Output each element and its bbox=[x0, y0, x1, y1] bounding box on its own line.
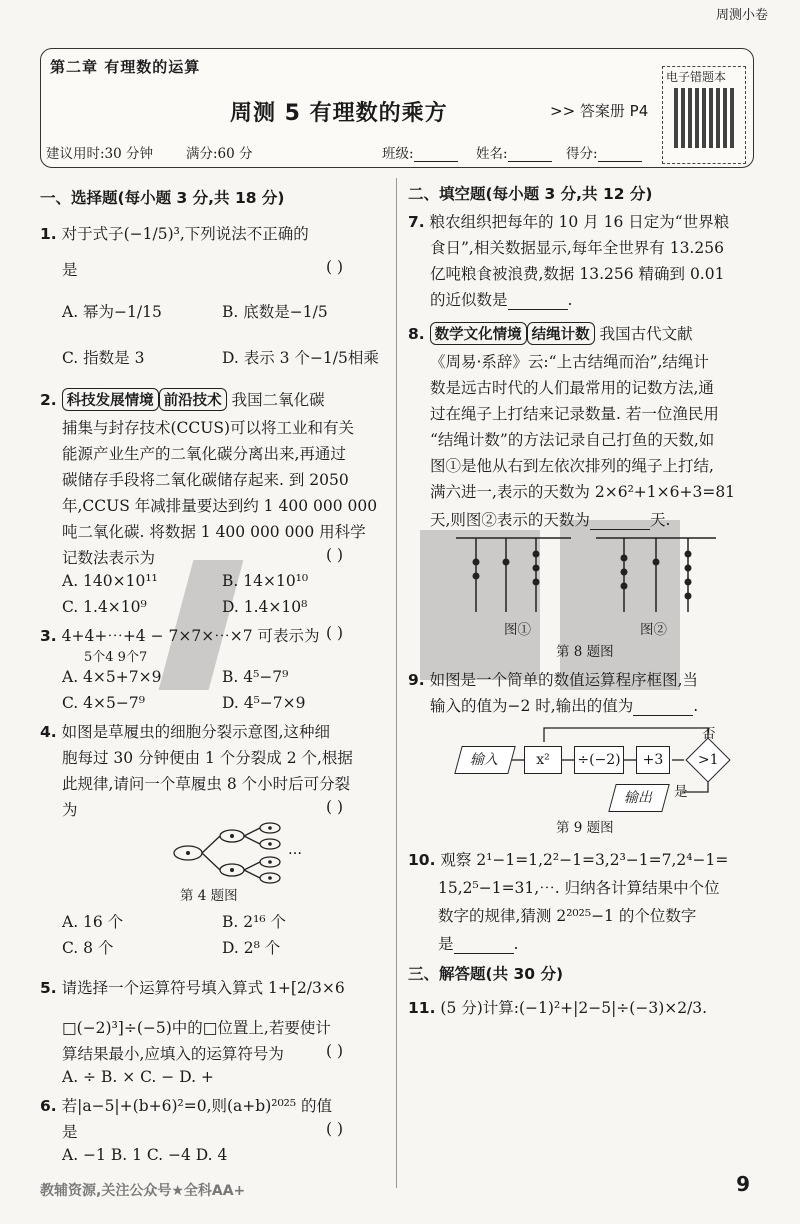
q3-option-d[interactable]: D. 4⁵−7×9 bbox=[222, 694, 306, 712]
q2-option-b[interactable]: B. 14×10¹⁰ bbox=[222, 572, 309, 590]
answer-paren[interactable]: ( ) bbox=[326, 546, 344, 564]
q1-option-d[interactable]: D. 表示 3 个−1/5相乘 bbox=[222, 349, 379, 367]
q4-line: 4. 如图是草履虫的细胞分裂示意图,这种细 bbox=[40, 723, 331, 741]
q2-line: 记数法表示为 bbox=[62, 549, 156, 567]
q10-line: 是 . bbox=[438, 935, 519, 953]
q2-line: 能源产业生产的二氧化碳分离出来,再通过 bbox=[62, 445, 346, 463]
q2-option-c[interactable]: C. 1.4×10⁹ bbox=[62, 598, 147, 616]
name-label: 姓名: bbox=[476, 142, 552, 162]
q5-line: □(−2)³]÷(−5)中的□位置上,若要使计 bbox=[62, 1019, 331, 1037]
q2-line: 碳储存手段将二氧化碳储存起来. 到 2050 bbox=[62, 471, 349, 489]
q5-line: 算结果最小,应填入的运算符号为 bbox=[62, 1045, 284, 1063]
class-label: 班级: bbox=[382, 142, 458, 162]
q3-option-a[interactable]: A. 4×5+7×9 bbox=[62, 668, 162, 686]
flow-compare: >1 bbox=[685, 737, 730, 782]
q2-line: 年,CCUS 年减排量要达到约 1 400 000 000 bbox=[62, 497, 378, 515]
q6-line: 是 bbox=[62, 1123, 78, 1141]
q9-blank[interactable] bbox=[633, 701, 693, 716]
q1-option-a[interactable]: A. 幂为−1/15 bbox=[62, 303, 162, 321]
q7-line: 亿吨粮食被浪费,数据 13.256 精确到 0.01 bbox=[430, 265, 725, 283]
q2-line: 吨二氧化碳. 将数据 1 400 000 000 用科学 bbox=[62, 523, 366, 541]
got-label: 得分: bbox=[566, 142, 642, 162]
q8-blank[interactable] bbox=[590, 515, 650, 530]
q9-line: 输入的值为−2 时,输出的值为 . bbox=[430, 697, 699, 715]
answer-reference: >> 答案册 P4 bbox=[550, 102, 649, 120]
q8-line: 数是远古时代的人们最常用的记数方法,通 bbox=[430, 379, 714, 397]
section-solve: 三、解答题(共 30 分) bbox=[408, 965, 564, 983]
page-number: 9 bbox=[736, 1172, 750, 1196]
qr-label: 电子错题本 bbox=[666, 70, 727, 84]
q8-caption: 第 8 题图 bbox=[556, 644, 614, 660]
q1-line: 是 bbox=[62, 261, 78, 279]
page-title: 周测 5 有理数的乘方 bbox=[230, 101, 448, 126]
q4-line: 为 bbox=[62, 801, 78, 819]
flow-output: 输出 bbox=[608, 784, 670, 812]
q4-line: 此规律,请问一个草履虫 8 个小时后可分裂 bbox=[62, 775, 351, 793]
header-tag: 周测小卷 bbox=[715, 8, 768, 23]
q4-line: 胞每过 30 分钟便由 1 个分裂成 2 个,根据 bbox=[62, 749, 353, 767]
answer-paren[interactable]: ( ) bbox=[326, 798, 344, 816]
q3-option-b[interactable]: B. 4⁵−7⁹ bbox=[222, 668, 289, 686]
flow-yes-label: 是 bbox=[674, 784, 688, 800]
q5-options[interactable]: A. ÷ B. × C. − D. + bbox=[62, 1068, 214, 1086]
qr-code-icon[interactable] bbox=[674, 88, 734, 148]
q4-option-a[interactable]: A. 16 个 bbox=[62, 913, 124, 931]
q10-line: 数字的规律,猜测 2²⁰²⁵−1 的个位数字 bbox=[438, 907, 697, 925]
section-fill: 二、填空题(每小题 3 分,共 12 分) bbox=[408, 185, 653, 203]
q4-caption: 第 4 题图 bbox=[180, 888, 238, 904]
q1-line: 1. 对于式子(−1/5)³,下列说法不正确的 bbox=[40, 225, 309, 243]
q7-blank[interactable] bbox=[508, 295, 568, 310]
q8-line: 8. 数学文化情境 结绳计数 我国古代文献 bbox=[408, 322, 693, 345]
q4-option-b[interactable]: B. 2¹⁶ 个 bbox=[222, 913, 286, 931]
cell-division-diagram bbox=[170, 822, 310, 884]
q8-line: 满六进一,表示的天数为 2×6²+1×6+3=81 bbox=[430, 483, 736, 501]
time-label: 建议用时:30 分钟 bbox=[46, 146, 154, 162]
q8-line: 图①是他从右到左依次排列的绳子上打结, bbox=[430, 457, 714, 475]
q9-caption: 第 9 题图 bbox=[556, 820, 614, 836]
q4-option-d[interactable]: D. 2⁸ 个 bbox=[222, 939, 281, 957]
q8-fig1-label: 图① bbox=[504, 622, 531, 638]
q4-option-c[interactable]: C. 8 个 bbox=[62, 939, 114, 957]
answer-paren[interactable]: ( ) bbox=[326, 624, 344, 642]
q8-line: 《周易·系辞》云:“上古结绳而治”,结绳计 bbox=[430, 353, 709, 371]
svg-text:…: … bbox=[288, 842, 302, 858]
q2-line: 捕集与封存技术(CCUS)可以将工业和有关 bbox=[62, 419, 354, 437]
q3-option-c[interactable]: C. 4×5−7⁹ bbox=[62, 694, 145, 712]
answer-paren[interactable]: ( ) bbox=[326, 1042, 344, 1060]
q8-line: “结绳计数”的方法记录自己打鱼的天数,如 bbox=[430, 431, 715, 449]
flow-square: x² bbox=[524, 746, 562, 774]
q5-line: 5. 请选择一个运算符号填入算式 1+[2/3×6 bbox=[40, 979, 345, 997]
q3-brace-labels: 5个4 9个7 bbox=[84, 650, 148, 665]
flow-divide: ÷(−2) bbox=[574, 746, 624, 774]
score-label: 满分:60 分 bbox=[186, 146, 253, 162]
q2-line: 2. 科技发展情境 前沿技术 我国二氧化碳 bbox=[40, 388, 325, 411]
flow-input: 输入 bbox=[454, 746, 516, 774]
flow-no-label: 否 bbox=[702, 726, 716, 742]
q9-line: 9. 如图是一个简单的数值运算程序框图,当 bbox=[408, 671, 699, 689]
q8-line: 天,则图②表示的天数为 天. bbox=[430, 511, 671, 529]
section-choice: 一、选择题(每小题 3 分,共 18 分) bbox=[40, 189, 285, 207]
chapter-title: 第二章 有理数的运算 bbox=[50, 58, 201, 76]
q2-option-a[interactable]: A. 140×10¹¹ bbox=[62, 572, 158, 590]
q1-option-b[interactable]: B. 底数是−1/5 bbox=[222, 303, 328, 321]
answer-paren[interactable]: ( ) bbox=[326, 1120, 344, 1138]
knot-diagram bbox=[456, 532, 726, 622]
q1-option-c[interactable]: C. 指数是 3 bbox=[62, 349, 145, 367]
q2-option-d[interactable]: D. 1.4×10⁸ bbox=[222, 598, 308, 616]
q7-line: 的近似数是 . bbox=[430, 291, 573, 309]
flow-add: +3 bbox=[636, 746, 670, 774]
q10-line: 10. 观察 2¹−1=1,2²−1=3,2³−1=7,2⁴−1= bbox=[408, 851, 729, 869]
q7-line: 7. 粮农组织把每年的 10 月 16 日定为“世界粮 bbox=[408, 213, 730, 231]
column-divider bbox=[396, 178, 397, 1188]
footer-note: 教辅资源,关注公众号★全科AA+ bbox=[40, 1183, 246, 1199]
q10-blank[interactable] bbox=[454, 939, 514, 954]
q7-line: 食日”,相关数据显示,每年全世界有 13.256 bbox=[430, 239, 724, 257]
q11-line: 11. (5 分)计算:(−1)²+|2−5|÷(−3)×2/3. bbox=[408, 999, 708, 1017]
q8-fig2-label: 图② bbox=[640, 622, 667, 638]
q3-line: 3. 4+4+⋯+4 − 7×7×⋯×7 可表示为 bbox=[40, 627, 320, 645]
q6-options[interactable]: A. −1 B. 1 C. −4 D. 4 bbox=[62, 1146, 228, 1164]
q10-line: 15,2⁵−1=31,⋯. 归纳各计算结果中个位 bbox=[438, 879, 720, 897]
answer-paren[interactable]: ( ) bbox=[326, 258, 344, 276]
q6-line: 6. 若|a−5|+(b+6)²=0,则(a+b)²⁰²⁵ 的值 bbox=[40, 1097, 333, 1115]
q8-line: 过在绳子上打结来记录数量. 若一位渔民用 bbox=[430, 405, 719, 423]
